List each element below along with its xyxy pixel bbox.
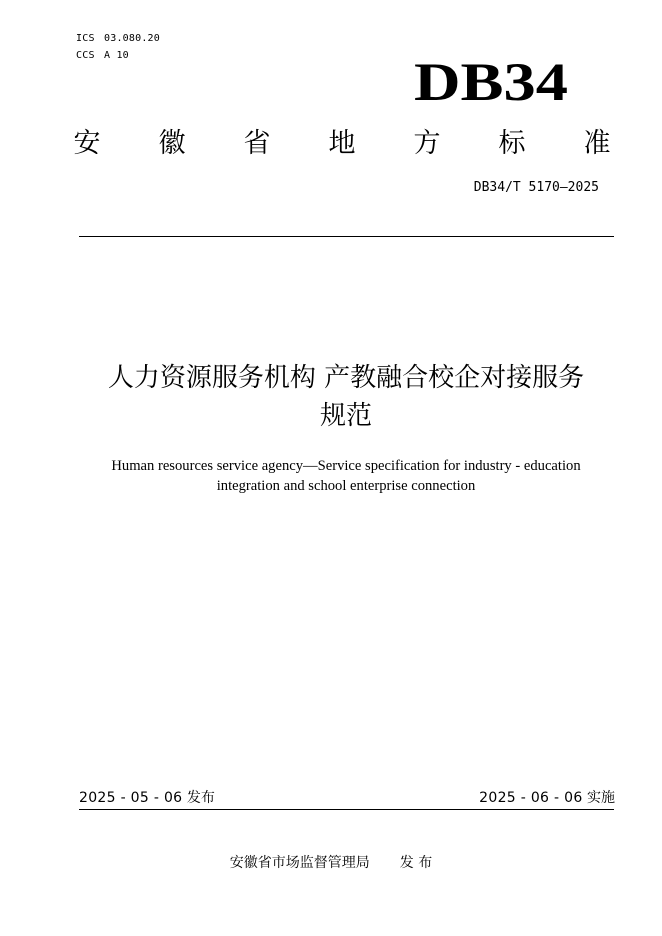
ics-line (76, 33, 160, 45)
title-english-line-1: Human resources service agency—Service specification for industry - education (111, 458, 581, 474)
province-title-char: 地 (328, 128, 356, 159)
implement-date-block (479, 788, 615, 808)
issuer-name: 安徽省市场监督管理局 (229, 855, 370, 871)
logo-text: DB34 (414, 56, 568, 108)
standard-number: DB34/T 5170—2025 (473, 180, 599, 195)
province-title-char: 准 (583, 128, 611, 159)
title-chinese-line-2: 规范 (319, 401, 372, 431)
issuer-block (0, 853, 662, 873)
province-standard-title (58, 124, 626, 164)
header-divider (79, 236, 614, 237)
ics-label: ICS (76, 33, 95, 44)
implement-label: 实施 (587, 790, 615, 806)
issuer-label: 发 布 (399, 855, 433, 871)
title-chinese-line-1: 人力资源服务机构 产教融合校企对接服务 (107, 363, 585, 393)
province-title-char: 安 (73, 128, 101, 159)
db34-logo (414, 56, 570, 108)
implement-date: 2025 - 06 - 06 (479, 790, 583, 806)
issue-date: 2025 - 05 - 06 (79, 790, 183, 806)
issue-date-block (79, 788, 215, 808)
footer-divider (79, 809, 614, 810)
province-title-char: 标 (498, 128, 526, 159)
issue-label: 发布 (186, 790, 215, 806)
ics-code: 03.080.20 (104, 33, 160, 44)
ccs-code: A 10 (104, 50, 129, 61)
province-title-char: 省 (243, 128, 271, 159)
ccs-label: CCS (76, 50, 95, 61)
province-title-char: 徽 (158, 128, 186, 159)
province-title-char: 方 (413, 128, 441, 159)
ccs-line (76, 50, 129, 62)
title-english-line-2: integration and school enterprise connection (216, 478, 476, 494)
